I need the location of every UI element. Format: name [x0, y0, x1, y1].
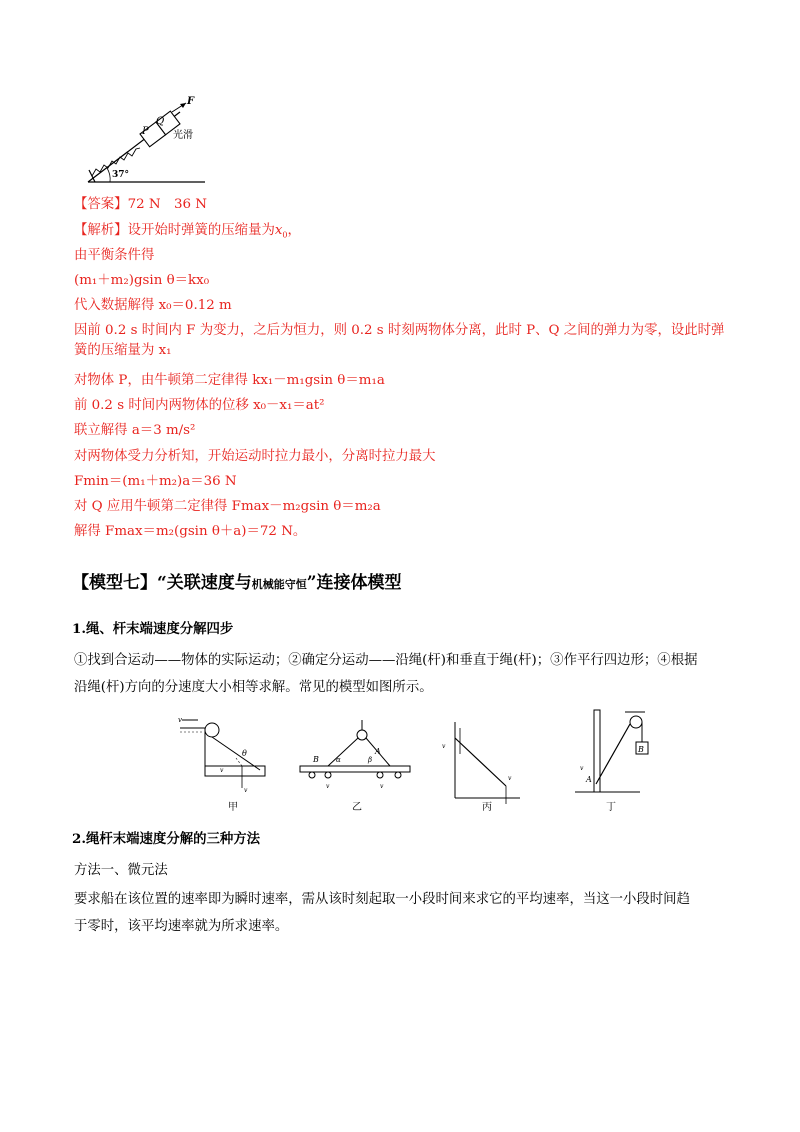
- solution-line-7: 前 0.2 s 时间内两物体的位移 x₀－x₁＝at²: [74, 398, 325, 413]
- answer-line: [74, 195, 207, 215]
- yi-v-label-2: v: [380, 783, 384, 790]
- solution-line-3: (m₁＋m₂)gsin θ＝kx₀: [74, 273, 210, 288]
- solution-line-5: 因前 0.2 s 时间内 F 为变力，之后为恒力，则 0.2 s 时刻两物体分离，此时 P、Q 之间的弹力为零，设此时弹簧的压缩量为 x₁: [74, 323, 725, 358]
- solution-line-4: [74, 296, 232, 316]
- section2-p2: 于零时，该平均速率就为所求速率。: [74, 919, 289, 934]
- solution-line-6: 对物体 P，由牛顿第二定律得 kx₁－m₁gsin θ＝m₁a: [74, 373, 385, 388]
- section1-p2: 沿绳(杆)方向的分速度大小相等求解。常见的模型如图所示。: [74, 680, 433, 695]
- yi-alpha-label: α: [336, 756, 341, 764]
- jia-v-label-2: v: [220, 767, 224, 774]
- figure-jia: [178, 716, 265, 813]
- solution-line-2: 由平衡条件得: [74, 248, 155, 263]
- yi-a-label: A: [375, 747, 381, 756]
- section2-p1: 要求船在该位置的速率即为瞬时速率，需从该时刻起取一小段时间来求它的平均速率，当这一小段时间趋: [74, 892, 690, 907]
- yi-v-label-1: v: [326, 783, 330, 790]
- section1-title: 1.绳、杆末端速度分解四步: [72, 621, 234, 637]
- solution-l4-a: 代入数据解得: [74, 298, 159, 313]
- solution-line-8: 联立解得 a＝3 m/s²: [74, 423, 196, 438]
- incline-spring-figure: [80, 90, 210, 190]
- solution-line-11: 对 Q 应用牛顿第二定律得 Fmax－m₂gsin θ＝m₂a: [74, 499, 381, 514]
- answer-values: 72 N 36 N: [127, 197, 207, 212]
- yi-beta-label: β: [368, 756, 373, 764]
- solution-text: 设开始时弹簧的压缩量为: [127, 223, 275, 238]
- ding-v-label: v: [580, 765, 584, 772]
- p-label: P: [142, 126, 149, 137]
- solution-line-9: 对两物体受力分析知，开始运动时拉力最小，分离时拉力最大: [74, 449, 436, 464]
- caption-bing: 丙: [482, 802, 492, 813]
- smooth-label: 光滑: [173, 130, 193, 141]
- bing-v-label-1: v: [442, 743, 446, 750]
- caption-ding: 丁: [606, 802, 616, 813]
- answer-label: 【答案】: [74, 197, 128, 212]
- figure-bing: [442, 722, 520, 813]
- solution-line-1: 【解析】设开始时弹簧的压缩量为$x_0$，: [74, 223, 301, 240]
- force-label: F: [187, 96, 195, 107]
- q-label: Q: [156, 116, 165, 127]
- section1-p1: ①找到合运动——物体的实际运动；②确定分运动——沿绳(杆)和垂直于绳(杆)；③作平行四边形；④根据: [74, 653, 698, 668]
- caption-yi: 乙: [352, 802, 362, 813]
- bing-v-label-2: v: [508, 775, 512, 782]
- ding-a-label: A: [586, 775, 592, 784]
- solution-line-12: 解得 Fmax＝m₂(gsin θ＋a)＝72 N。: [74, 524, 307, 539]
- caption-jia: 甲: [228, 802, 238, 813]
- solution-line-10: Fmin＝(m₁＋m₂)a＝36 N: [74, 474, 237, 489]
- jia-v-label-3: v: [244, 787, 248, 794]
- section2-title: 2.绳杆末端速度分解的三种方法: [72, 831, 261, 847]
- section2-method: 方法一、微元法: [74, 863, 168, 878]
- figure-yi: [300, 720, 410, 813]
- solution-l4-b: x₀＝0.12 m: [158, 298, 232, 313]
- jia-theta-label: θ: [242, 749, 247, 758]
- velocity-figures: [170, 708, 650, 816]
- model7-title: 【模型七】“关联速度与机械能守恒”连接体模型: [72, 573, 402, 593]
- angle-label: 37°: [112, 170, 130, 180]
- yi-b-label: B: [313, 755, 319, 764]
- solution-label: 【解析】: [74, 223, 128, 238]
- ding-b-label: B: [638, 745, 644, 754]
- figure-ding: [575, 710, 648, 813]
- jia-v-label: v: [178, 716, 182, 724]
